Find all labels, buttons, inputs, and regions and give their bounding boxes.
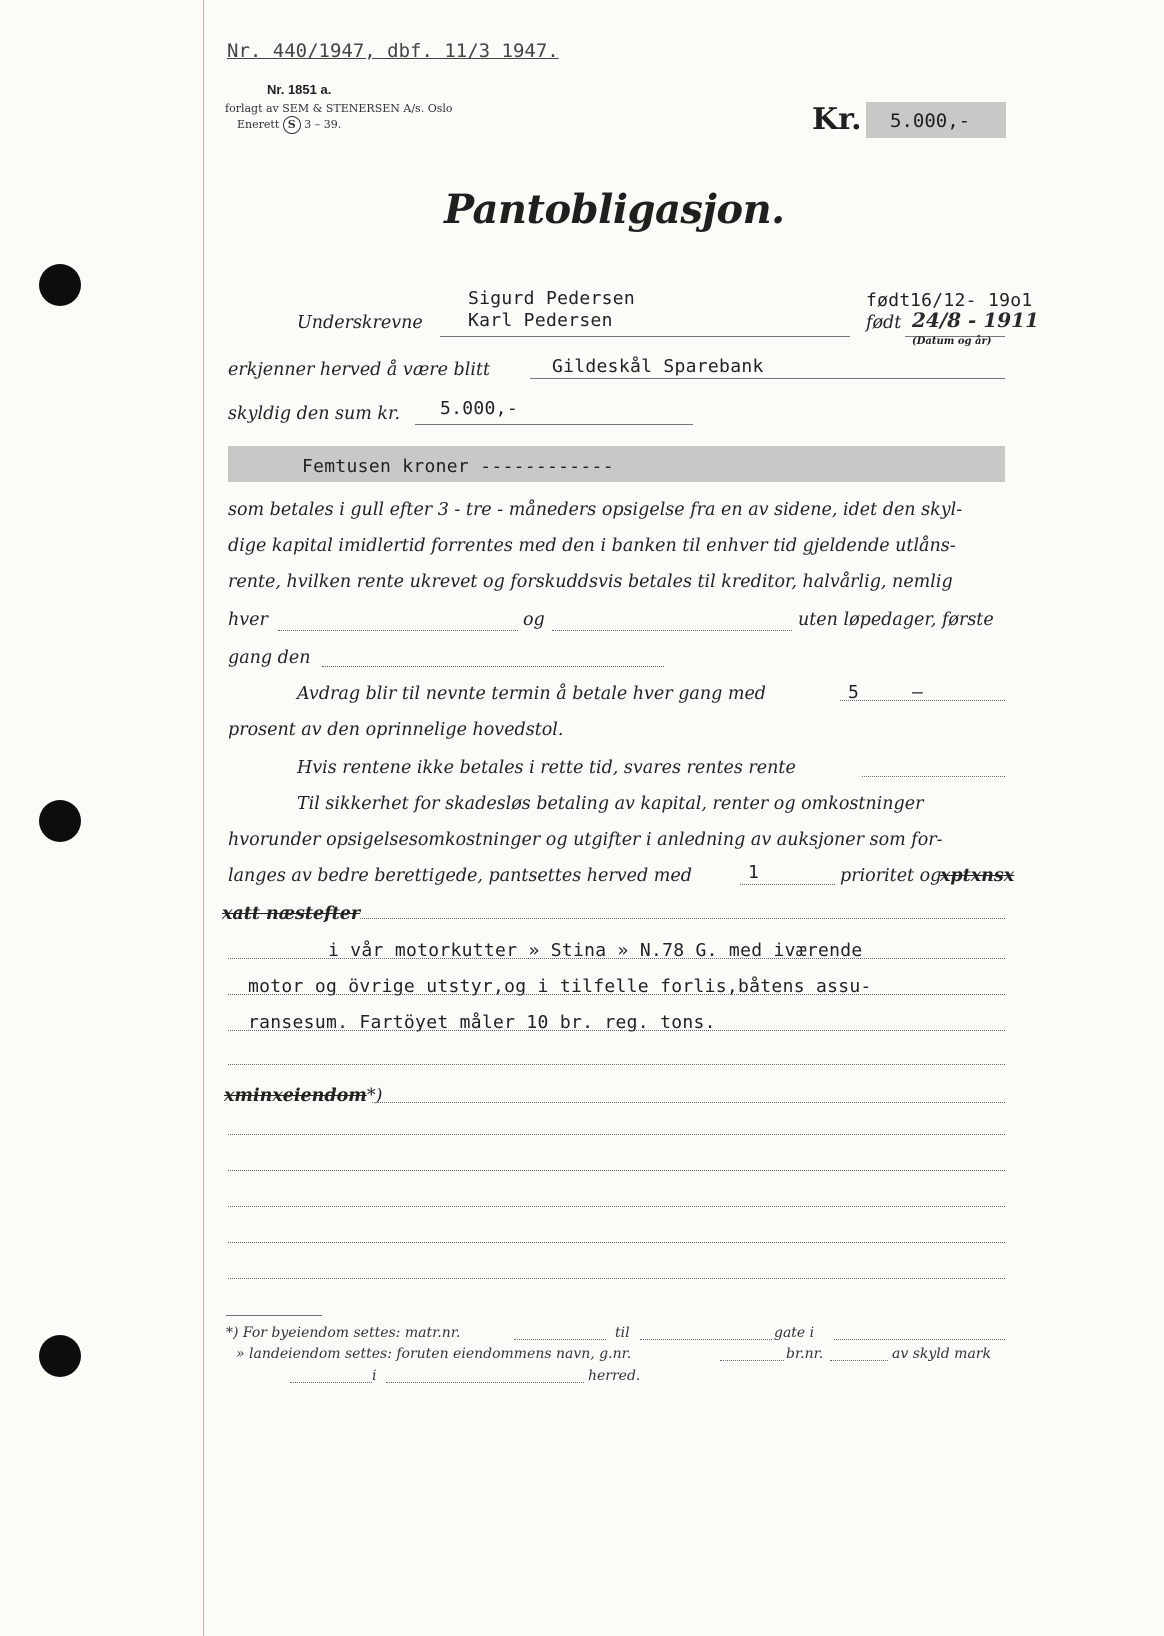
blank-rule-3 (228, 1206, 1005, 1207)
collateral-line-1: i vår motorkutter » Stina » N.78 G. med iværende (328, 940, 863, 961)
priority-blank (740, 884, 835, 885)
amount-label: Kr. (812, 102, 862, 137)
installment-blank (840, 700, 1005, 701)
collateral-line-3: ransesum. Fartöyet måler 10 br. reg. tons. (248, 1012, 716, 1033)
struck-text-1: xptxnsx (940, 866, 1015, 886)
footnote-line-1-c: gate i (774, 1325, 815, 1341)
debt-line (415, 424, 693, 425)
registration-number: Nr. 440/1947, dbf. 11/3 1947. (227, 40, 559, 62)
priority-value: 1 (748, 862, 760, 883)
publisher-line (225, 102, 453, 115)
footnote-line-3-a: i (372, 1368, 377, 1384)
security-line-3-a: langes av bedre berettigede, pantsettes herved med (228, 866, 692, 886)
undersigned-label: Underskrevne (297, 313, 423, 333)
property-label-struck: xminxeiendom (224, 1086, 367, 1106)
terms-blank-1 (278, 630, 518, 631)
publisher-city: A/s. Oslo (403, 102, 453, 115)
born-date-1: 16/12- 19o1 (910, 290, 1033, 311)
collateral-rule-1 (228, 958, 1005, 959)
terms-line-3: rente, hvilken rente ukrevet og forskuddsvis betales til kreditor, halvårlig, nemlig (228, 572, 953, 592)
collateral-rule-4 (228, 1064, 1005, 1065)
collateral-line-2: motor og övrige utstyr,og i tilfelle forlis,båtens assu- (248, 976, 872, 997)
late-interest: Hvis rentene ikke betales i rette tid, svares rentes rente (297, 758, 796, 778)
footnote-line-3-b: herred. (588, 1368, 641, 1384)
creditor-name: Gildeskål Sparebank (552, 356, 764, 377)
creditor-label: erkjenner herved å være blitt (228, 360, 491, 380)
footnote-line-1-b: til (615, 1325, 630, 1341)
terms-line-4-c: uten løpedager, første (798, 610, 994, 630)
blank-rule-1 (228, 1134, 1005, 1135)
property-blank (372, 1102, 1005, 1103)
footnote-blank-1 (514, 1339, 606, 1340)
publisher-line-2 (237, 116, 341, 134)
punch-hole-top (39, 264, 81, 306)
punch-hole-middle (39, 800, 81, 842)
terms-line-4-a: hver (228, 610, 268, 630)
footnote-blank-2 (640, 1339, 772, 1340)
security-line-3-b: prioritet og (840, 866, 942, 886)
installment-line-2: prosent av den oprinnelige hovedstol. (228, 720, 564, 740)
form-number: Nr. 1851 a. (267, 82, 332, 97)
blank-rule-5 (228, 1278, 1005, 1279)
amount-in-words: Femtusen kroner ------------ (302, 456, 614, 477)
publisher-date: 3 – 39. (304, 118, 342, 131)
footnote-separator (226, 1315, 322, 1316)
security-line-2: hvorunder opsigelsesomkostninger og utgifter i anledning av auksjoner som for- (228, 830, 943, 850)
installment-dash: — (912, 682, 924, 703)
footnote-blank-7 (386, 1382, 584, 1383)
terms-line-1: som betales i gull efter 3 - tre - måneders opsigelse fra en av sidene, idet den skyl- (228, 500, 963, 520)
late-interest-blank (862, 776, 1005, 777)
blank-rule-2 (228, 1170, 1005, 1171)
footnote-line-2-b: br.nr. (786, 1346, 824, 1362)
terms-blank-3 (322, 666, 664, 667)
footnote-line-2-a: » landeiendom settes: foruten eiendommens navn, g.nr. (236, 1346, 632, 1362)
property-label-tail: *) (366, 1086, 383, 1106)
property-label (224, 1086, 382, 1106)
footnote-line-1-a: *) For byeiendom settes: matr.nr. (226, 1325, 461, 1341)
debt-amount: 5.000,- (440, 398, 518, 419)
date-note: (Datum og år) (912, 336, 992, 347)
installment-value: 5 (848, 682, 860, 703)
debtor-name-2: Karl Pedersen (468, 310, 613, 331)
creditor-line (530, 378, 1005, 379)
debtor-name-1: Sigurd Pedersen (468, 288, 636, 309)
debt-label: skyldig den sum kr. (228, 404, 401, 424)
punch-hole-bottom (39, 1335, 81, 1377)
struck-text-2: xatt næstefter (222, 904, 361, 924)
footnote-line-2-c: av skyld mark (892, 1346, 991, 1362)
installment-label: Avdrag blir til nevnte termin å betale hver gang med (297, 684, 767, 704)
publisher-copyright: Enerett (237, 118, 280, 131)
security-blank (360, 918, 1005, 919)
terms-line-5: gang den (228, 648, 311, 668)
blank-rule-4 (228, 1242, 1005, 1243)
undersigned-line (440, 336, 850, 337)
collateral-rule-3 (228, 1030, 1005, 1031)
publisher-name: forlagt av SEM & STENERSEN (225, 102, 400, 115)
security-line-1: Til sikkerhet for skadesløs betaling av kapital, renter og omkostninger (297, 794, 924, 814)
born-label-2: født (866, 313, 902, 333)
terms-line-2: dige kapital imidlertid forrentes med den i banken til enhver tid gjeldende utlåns- (228, 536, 956, 556)
born-date-2: 24/8 - 1911 (912, 308, 1039, 332)
footnote-blank-6 (290, 1382, 372, 1383)
document-title: Pantobligasjon. (444, 186, 785, 233)
footnote-blank-5 (830, 1360, 888, 1361)
footnote-blank-3 (834, 1339, 1005, 1340)
collateral-rule-2 (228, 994, 1005, 995)
publisher-logo: S (283, 116, 301, 134)
margin-rule (203, 0, 204, 1636)
footnote-blank-4 (720, 1360, 784, 1361)
terms-line-4-b: og (523, 610, 545, 630)
terms-blank-2 (552, 630, 792, 631)
born-label-1: født (866, 290, 911, 311)
amount-value: 5.000,- (890, 110, 971, 132)
